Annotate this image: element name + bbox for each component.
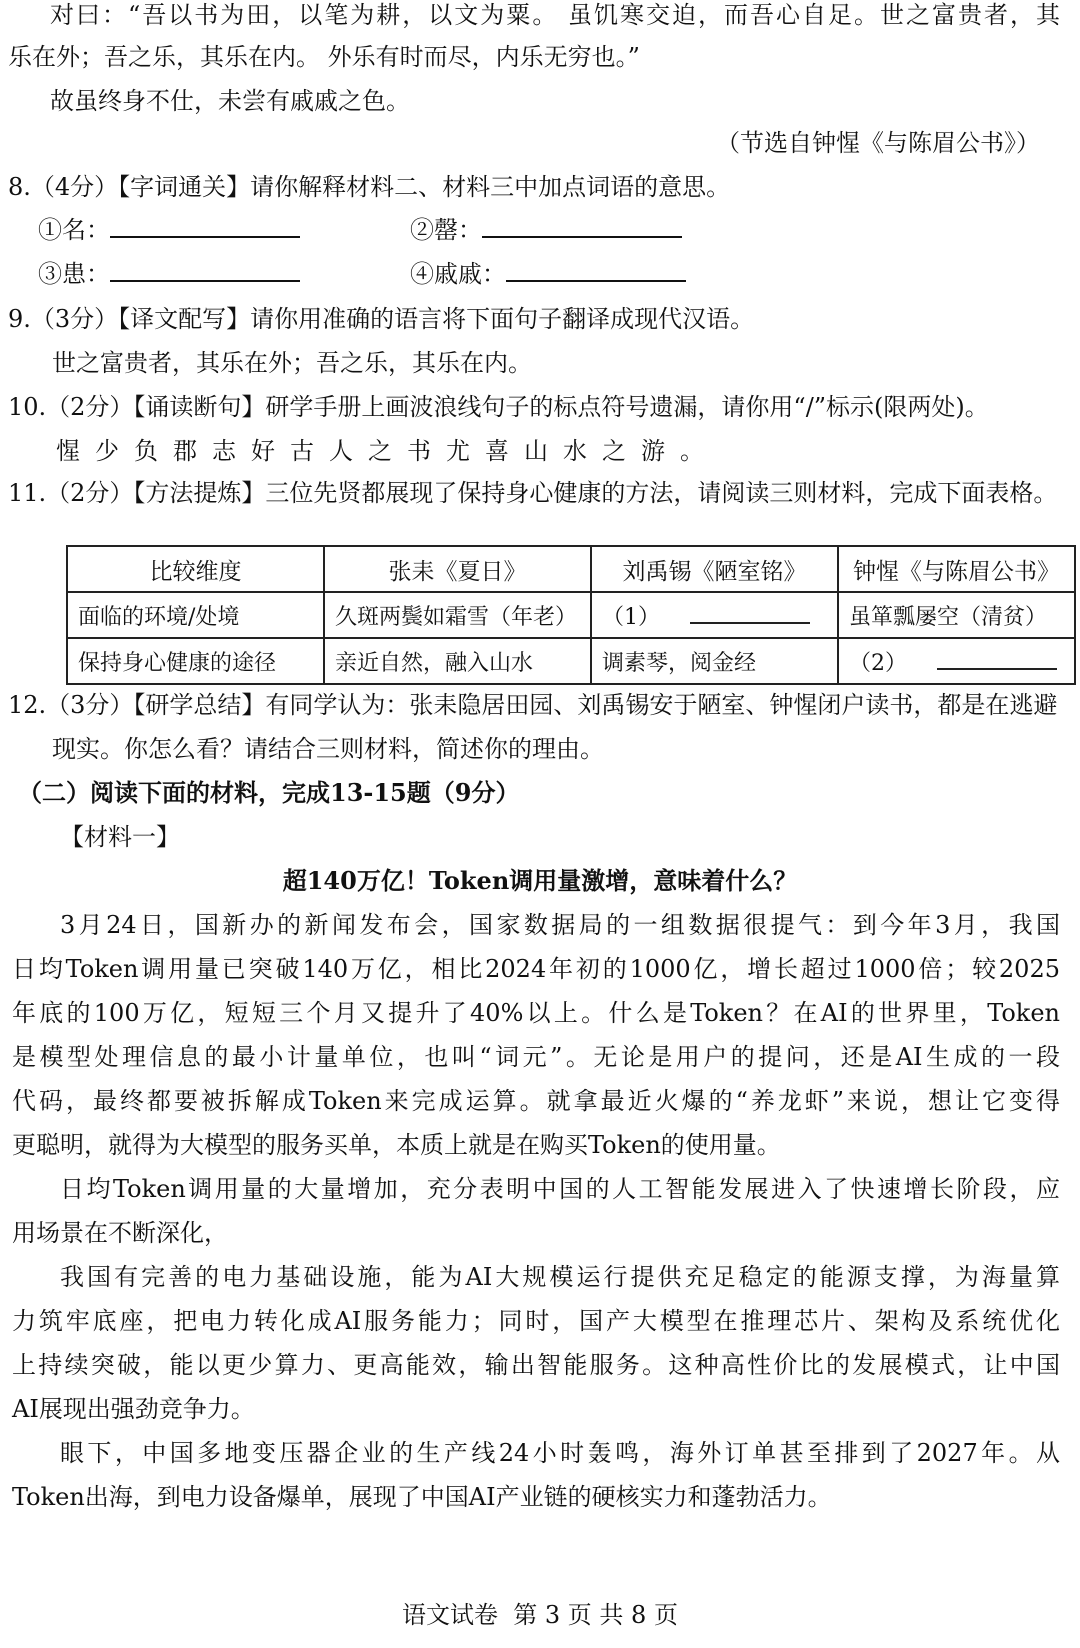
table-cell: 调素琴，阅金经 xyxy=(591,638,838,684)
answer-blank[interactable] xyxy=(110,258,300,282)
paragraph-line: 3月24日，国新办的新闻发布会，国家数据局的一组数据很提气：到今年3月，我国 xyxy=(60,911,1060,939)
passage-line: 故虽终身不仕，未尝有戚戚之色。 xyxy=(50,87,410,115)
table-header: 张耒《夏日》 xyxy=(324,546,591,592)
q8-item-label: ④戚戚： xyxy=(410,260,506,288)
paragraph-line: 年底的100万亿，短短三个月又提升了40%以上。什么是Token？在AI的世界里，Token xyxy=(12,999,1060,1027)
paragraph-line: 日均Token调用量的大量增加，充分表明中国的人工智能发展进入了快速增长阶段，应 xyxy=(60,1175,1060,1203)
passage-source: （节选自钟惺《与陈眉公书》） xyxy=(716,129,1040,157)
question-8-stem: 8.（4分）【字词通关】请你解释材料二、材料三中加点词语的意思。 xyxy=(8,173,731,201)
paragraph-line: 用场景在不断深化， xyxy=(12,1219,228,1247)
answer-blank[interactable] xyxy=(937,650,1057,670)
q8-item-1 xyxy=(38,214,300,245)
q8-item-2 xyxy=(410,214,682,245)
table-header: 钟惺《与陈眉公书》 xyxy=(838,546,1075,592)
question-9-stem: 9.（3分）【译文配写】请你用准确的语言将下面句子翻译成现代汉语。 xyxy=(8,305,755,333)
table-cell-answer xyxy=(591,592,838,638)
paragraph-line: 日均Token调用量已突破140万亿，相比2024年初的1000亿，增长超过1000倍；较2025 xyxy=(12,955,1060,983)
section-heading: （二）阅读下面的材料，完成13-15题（9分） xyxy=(18,778,520,807)
paragraph-line: 代码，最终都要被拆解成Token来完成运算。就拿最近火爆的“养龙虾”来说，想让它变得 xyxy=(12,1087,1060,1115)
paragraph-line: 眼下，中国多地变压器企业的生产线24小时轰鸣，海外订单甚至排到了2027年。从 xyxy=(60,1439,1060,1467)
answer-blank[interactable] xyxy=(482,214,682,238)
table-row xyxy=(67,638,1075,684)
table-header: 刘禹锡《陋室铭》 xyxy=(591,546,838,592)
answer-blank[interactable] xyxy=(690,604,810,624)
table-header: 比较维度 xyxy=(67,546,324,592)
q8-item-4 xyxy=(410,258,686,289)
table-cell-answer xyxy=(838,638,1075,684)
question-12-stem: 12.（3分）【研学总结】有同学认为：张耒隐居田园、刘禹锡安于陋室、钟惺闭户读书，都是在逃避 xyxy=(8,691,1058,719)
article-title: 超140万亿！Token调用量激增，意味着什么？ xyxy=(282,866,798,895)
question-12-stem-cont: 现实。你怎么看？请结合三则材料，简述你的理由。 xyxy=(52,735,604,763)
q8-item-3 xyxy=(38,258,300,289)
paragraph-line: 力筑牢底座，把电力转化成AI服务能力；同时，国产大模型在推理芯片、架构及系统优化 xyxy=(12,1307,1060,1335)
q8-item-label: ③患： xyxy=(38,260,110,288)
material-label: 【材料一】 xyxy=(60,823,180,851)
question-11-stem: 11.（2分）【方法提炼】三位先贤都展现了保持身心健康的方法，请阅读三则材料，完成下面表格。 xyxy=(8,479,1058,507)
table-cell: 虽箪瓢屡空（清贫） xyxy=(838,592,1075,638)
paragraph-line: 更聪明，就得为大模型的服务买单，本质上就是在购买Token的使用量。 xyxy=(12,1131,781,1159)
table-cell: 保持身心健康的途径 xyxy=(67,638,324,684)
question-10-sentence: 惺少负郡志好古人之书尤喜山水之游。 xyxy=(56,437,719,465)
paragraph-line: 是模型处理信息的最小计量单位，也叫“词元”。无论是用户的提问，还是AI生成的一段 xyxy=(12,1043,1060,1071)
paragraph-line: Token出海，到电力设备爆单，展现了中国AI产业链的硬核实力和蓬勃活力。 xyxy=(12,1483,832,1511)
passage-line: 乐在外；吾之乐，其乐在内。 外乐有时而尽，内乐无穷也。” xyxy=(8,43,640,71)
q8-item-label: ②罄： xyxy=(410,216,482,244)
table-row xyxy=(67,592,1075,638)
q8-item-label: ①名： xyxy=(38,216,110,244)
answer-label: （1） xyxy=(602,604,660,630)
table-cell: 亲近自然，融入山水 xyxy=(324,638,591,684)
table-header-row xyxy=(67,546,1075,592)
answer-label: （2） xyxy=(849,650,907,676)
answer-blank[interactable] xyxy=(506,258,686,282)
question-9-sentence: 世之富贵者，其乐在外；吾之乐，其乐在内。 xyxy=(52,349,532,377)
paragraph-line: 我国有完善的电力基础设施，能为AI大规模运行提供充足稳定的能源支撑，为海量算 xyxy=(60,1263,1060,1291)
paragraph-line: 上持续突破，能以更少算力、更高能效，输出智能服务。这种高性价比的发展模式，让中国 xyxy=(12,1351,1060,1379)
table-cell: 面临的环境/处境 xyxy=(67,592,324,638)
passage-line: 对曰：“吾以书为田，以笔为耕，以文为粟。 虽饥寒交迫，而吾心自足。世之富贵者，其 xyxy=(50,1,1060,29)
table-cell: 久斑两鬓如霜雪（年老） xyxy=(324,592,591,638)
comparison-table xyxy=(66,545,1076,685)
answer-blank[interactable] xyxy=(110,214,300,238)
question-10-stem: 10.（2分）【诵读断句】研学手册上画波浪线句子的标点符号遗漏，请你用“/”标示(限两处)。 xyxy=(8,393,989,421)
page-footer: 语文试卷 第 3 页 共 8 页 xyxy=(402,1601,678,1629)
paragraph-line: AI展现出强劲竞争力。 xyxy=(12,1395,255,1423)
